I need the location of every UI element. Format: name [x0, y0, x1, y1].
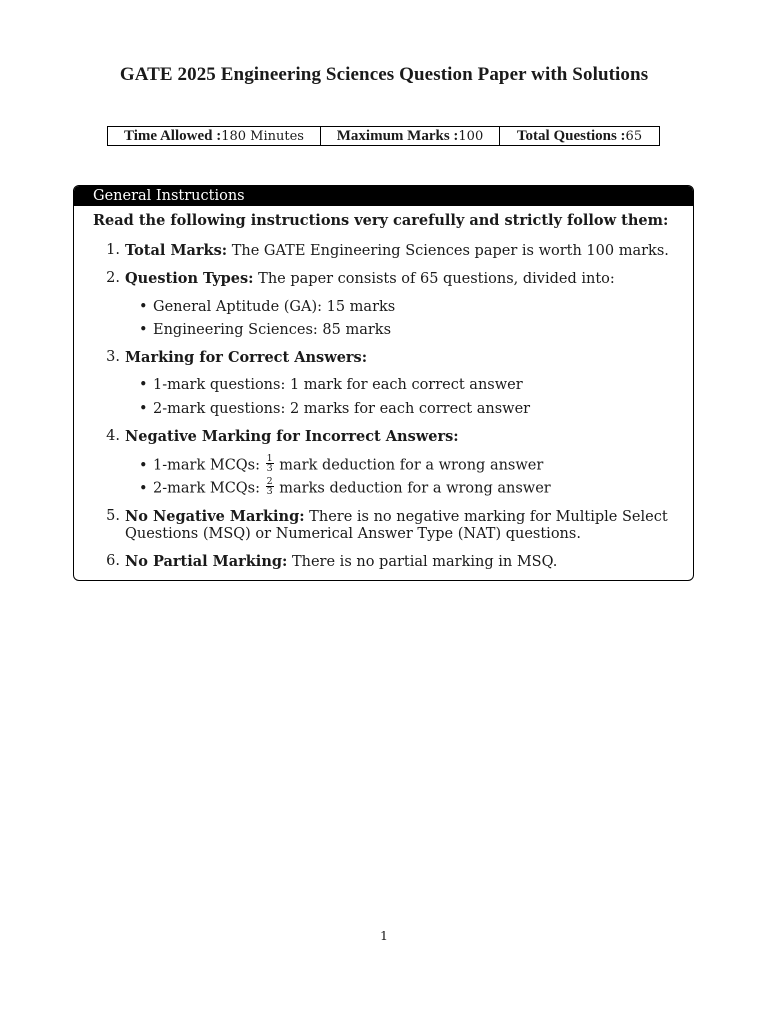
maximum-marks-cell [321, 127, 500, 145]
sub-list-item [139, 476, 551, 498]
item-bold: No Partial Marking: [125, 553, 288, 570]
sub-pre: 2-mark MCQs: [153, 480, 265, 497]
time-allowed-value: 180 Minutes [221, 128, 304, 144]
total-questions-cell [500, 127, 659, 145]
sub-pre: 1-mark MCQs: [153, 457, 265, 474]
sub-list-item [139, 401, 530, 417]
item-text [125, 270, 615, 287]
item-bold: Total Marks: [125, 242, 228, 259]
item-number: 2. [106, 270, 120, 286]
item-number: 1. [106, 242, 120, 258]
instructions-intro: Read the following instructions very carefully and strictly follow them: [93, 212, 669, 229]
item-number: 4. [106, 428, 120, 444]
document-title: GATE 2025 Engineering Sciences Question Paper with Solutions [119, 64, 649, 85]
item-bold: Negative Marking for Incorrect Answers: [125, 428, 459, 445]
item-continuation: Questions (MSQ) or Numerical Answer Type (NAT) questions. [125, 526, 581, 542]
sub-list-item [139, 453, 544, 475]
item-text [125, 553, 557, 570]
fraction-numerator: 2 [266, 476, 273, 487]
fraction [266, 477, 274, 496]
item-bold: No Negative Marking: [125, 508, 305, 525]
item-text [125, 349, 367, 366]
general-instructions-box [73, 185, 694, 581]
sub-list-item [139, 322, 391, 338]
fraction-numerator: 1 [266, 453, 273, 464]
total-questions-value: 65 [625, 128, 643, 144]
sub-text: 2-mark questions: 2 marks for each correct answer [153, 401, 531, 417]
sub-post: marks deduction for a wrong answer [274, 480, 551, 497]
total-questions-label: Total Questions : [516, 127, 626, 144]
fraction-denominator: 3 [266, 486, 273, 497]
sub-text: Engineering Sciences: 85 marks [153, 322, 392, 338]
item-bold: Marking for Correct Answers: [125, 349, 368, 366]
bullet-icon: • [139, 299, 148, 315]
fraction-denominator: 3 [266, 463, 273, 474]
item-body: The paper consists of 65 questions, divided into: [253, 271, 615, 287]
item-bold: Question Types: [125, 270, 254, 287]
item-body: There is no partial marking in MSQ. [287, 554, 558, 570]
item-body: The GATE Engineering Sciences paper is worth 100 marks. [227, 243, 669, 259]
sub-list-item [139, 377, 523, 393]
item-number: 6. [106, 553, 120, 569]
fraction [266, 454, 274, 473]
item-text [125, 428, 459, 445]
sub-text: 1-mark questions: 1 mark for each correct answer [153, 377, 523, 393]
bullet-icon: • [139, 377, 148, 393]
sub-post: mark deduction for a wrong answer [274, 457, 544, 474]
bullet-icon: • [139, 457, 148, 474]
item-text [125, 508, 668, 525]
instructions-heading: General Instructions [74, 186, 693, 206]
item-body: There is no negative marking for Multiple Select [304, 509, 668, 525]
item-text [125, 242, 669, 259]
item-number: 3. [106, 349, 120, 365]
sub-text: General Aptitude (GA): 15 marks [153, 299, 396, 315]
time-allowed-label: Time Allowed : [124, 127, 222, 144]
sub-list-item [139, 299, 395, 315]
time-allowed-cell [108, 127, 321, 145]
bullet-icon: • [139, 401, 148, 417]
maximum-marks-value: 100 [458, 128, 484, 144]
page-number: 1 [380, 928, 388, 943]
maximum-marks-label: Maximum Marks : [336, 127, 459, 144]
exam-meta-table [107, 126, 660, 146]
item-number: 5. [106, 508, 120, 524]
bullet-icon: • [139, 322, 148, 338]
bullet-icon: • [139, 480, 148, 497]
